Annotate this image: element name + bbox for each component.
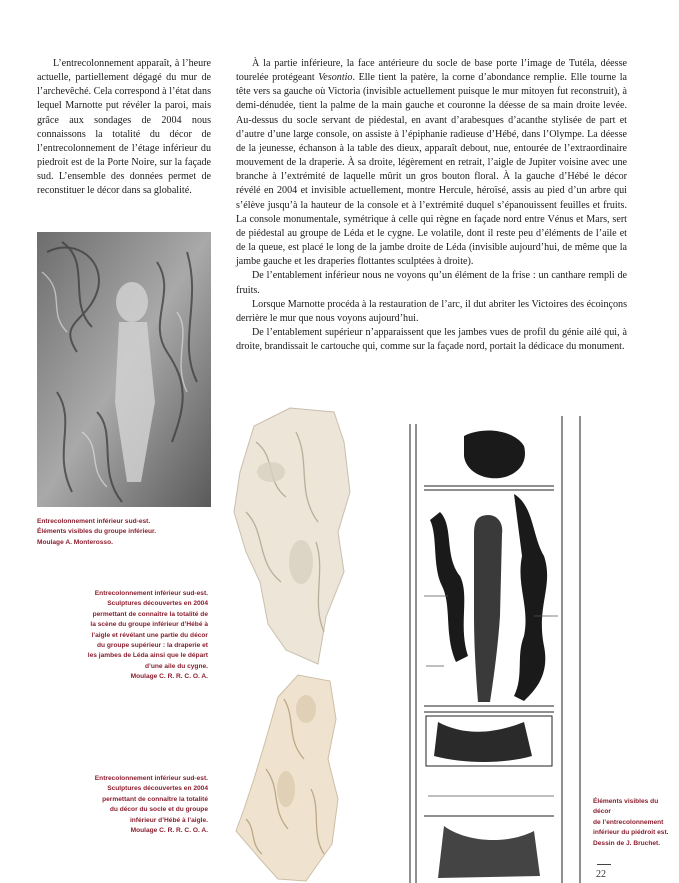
caption-line: la scène du groupe inférieur d’Hébé à	[90, 621, 208, 629]
caption-line: Sculptures découvertes en 2004	[107, 600, 208, 608]
caption-relief	[37, 517, 217, 548]
intro-paragraph: L’entrecolonnement apparaît, à l’heure actuelle, partiellement dégagé du mur de l’archevêché. Cela correspond à l’état dans lequel Marnotte put révéler la paroi, mais grâce aux sondages de 2004 nous connaissons la totalité du décor de l’entrecolonnement de l’étage inférieur du piedroit est de la Porte Noire, sur la façade sud. L’ensemble des données permet de reconstituer le décor dans sa globalité.	[37, 58, 211, 197]
caption-line: de l’entrecolonnement	[593, 818, 664, 826]
caption-line: Entrecolonnement inférieur sud-est.	[94, 590, 208, 597]
caption-line: Entrecolonnement inférieur sud-est.	[94, 775, 208, 782]
paragraph-part: À la partie inférieure, la face antérieure du socle de base porte l’image de Tutéla, déesse tourelée protégeant	[236, 58, 627, 84]
caption-fragment-lower	[60, 774, 208, 836]
plaster-fragment-upper	[226, 402, 359, 667]
paragraph-entablement-superieur: De l’entablement supérieur n’apparaissent que les jambes vues de profil du génie ailé qui, à droite, brandissait le cartouche qui, comme sur la façade nord, portait la dédicace du monument.	[236, 326, 627, 353]
caption-line: permettant de connaître la totalité de	[92, 610, 208, 618]
caption-line: l’aigle et révélant une partie du décor	[91, 631, 208, 639]
right-text-column	[236, 57, 627, 354]
caption-line: Moulage A. Monterosso.	[37, 538, 113, 546]
caption-line: du groupe supérieur : la draperie et	[96, 642, 208, 650]
caption-line: Éléments visibles du décor	[593, 798, 659, 816]
plaster-fragment-lower	[226, 669, 359, 883]
caption-line: Entrecolonnement inférieur sud-est.	[37, 518, 151, 525]
caption-line: Dessin de J. Bruchet.	[593, 839, 661, 847]
caption-line: du décor du socle et du groupe	[109, 806, 208, 814]
caption-line: Moulage C. R. R. C. O. A.	[130, 827, 208, 835]
relief-photo	[37, 232, 211, 507]
caption-line: Moulage C. R. R. C. O. A.	[130, 673, 208, 681]
caption-line: les jambes de Léda ainsi que le départ	[87, 652, 208, 660]
paragraph-entablement-inferieur: De l’entablement inférieur nous ne voyons qu’un élément de la frise : un canthare rempli de fruits.	[236, 270, 627, 296]
caption-line: inférieur du piédroit est.	[593, 829, 669, 837]
paragraph-tutela	[236, 57, 627, 269]
page-number: 22	[596, 869, 606, 880]
page-number-rule	[597, 864, 611, 865]
paragraph-part: . Elle tient la patère, la corne d’abondance remplie. Elle tourne la tête vers sa gauche où Victoria (invisible actuellement puisque le mur mitoyen fut reconstruit), à demi-dénudée, tient la palme de la main gauche et couronne la déesse de sa main droite levée. Au-dessus du socle servant de piédestal, en avant d’arabesques d’acanthe stylisée de part et d’autre d’une large console, on assiste à l’épiphanie radieuse d’Hébé, dans l’Olympe. La déesse de la jeunesse, échanson à la table des dieux, apparaît debout, nue, entourée de l’extraordinaire mouvement de la draperie. À sa droite, légèrement en retrait, l’aigle de Jupiter voisine avec une branche à l’extrémité de laquelle mûrit un gros bouton floral. À la gauche d’Hébé le décor révélé en 2004 et invisible actuellement, montre Hercule, héroïsé, assis au pied d’un arbre qui s’élève jusqu’à la hauteur de la console et à l’extrémité duquel s’épanouissent feuilles et fruits. La console monumentale, symétrique à celle qui règne en façade nord entre Vénus et Mars, sert de piédestal au groupe de Léda et le cygne. Le volatile, dont il reste peu d’éléments de l’aile et de la queue, est placé le long de la jambe droite de Léda (invisible aujourd’hui, de même que la jambe gauche et les draperies flottantes sculptées à droite).	[236, 72, 627, 268]
vesontio-italic: Vesontio	[318, 72, 353, 84]
caption-line: inférieur d’Hébé à l’aigle.	[129, 816, 208, 824]
caption-fragment-upper	[60, 589, 208, 683]
decor-drawing	[404, 416, 590, 883]
caption-line: d’une aile du cygne.	[144, 662, 208, 670]
caption-line: permettant de connaître la totalité	[102, 795, 208, 803]
caption-drawing	[593, 797, 675, 849]
left-text-column	[37, 57, 211, 199]
caption-line: Éléments visibles du groupe inférieur.	[37, 528, 157, 536]
paragraph-marnotte: Lorsque Marnotte procéda à la restauration de l’arc, il dut abriter les Victoires des écoinçons derrière le mur que nous voyons aujourd’hui.	[236, 298, 627, 324]
caption-line: Sculptures découvertes en 2004	[107, 785, 208, 793]
